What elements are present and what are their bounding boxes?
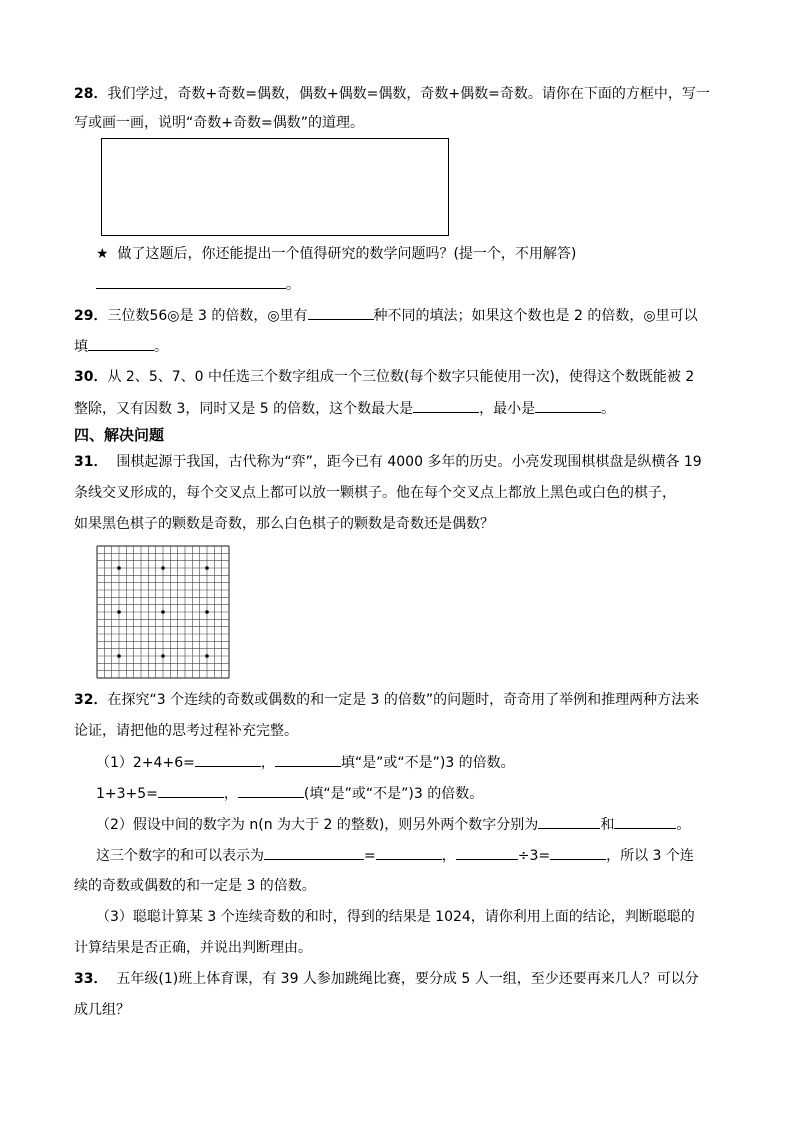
star-point <box>205 654 209 658</box>
q30-blank-min[interactable] <box>535 398 601 413</box>
q28-line1: 28．我们学过，奇数+奇数=偶数，偶数+偶数=偶数，奇数+偶数=奇数。请你在下面的方框中，写一 <box>74 86 710 102</box>
q32-number: 32． <box>74 692 108 708</box>
q32-part3: （3）聪聪计算某 3 个连续奇数的和时，得到的结果是 1024，请你利用上面的结论，判断聪聪的 <box>96 909 695 925</box>
q28-followup: ★ 做了这题后，你还能提出一个值得研究的数学问题吗？(提一个，不用解答) <box>96 246 577 262</box>
star-point <box>205 566 209 570</box>
q33-line2: 成几组？ <box>74 1002 130 1018</box>
q33-line1: 33． 五年级(1)班上体育课，有 39 人参加跳绳比赛，要分成 5 人一组，至少还要再来几人？可以分 <box>74 971 699 987</box>
q28-blank[interactable] <box>96 274 286 289</box>
q30-line1: 30．从 2、5、7、0 中任选三个数字组成一个三位数(每个数字只能使用一次)，使得这个数既能被 2 <box>74 369 695 385</box>
q32-blank-judge2[interactable] <box>238 783 304 798</box>
q31-line3: 如果黑色棋子的颗数是奇数，那么白色棋子的颗数是奇数还是偶数？ <box>74 516 494 532</box>
q32-part1: （1）2+4+6= ， 填“是”或“不是”)3 的倍数。 <box>96 752 515 773</box>
q30-blank-max[interactable] <box>413 398 479 413</box>
q32-blank-quotient[interactable] <box>550 845 606 860</box>
q29-number: 29． <box>74 308 108 324</box>
star-point <box>161 566 165 570</box>
q32-blank-judge1[interactable] <box>275 752 341 767</box>
q31-number: 31． <box>74 454 108 470</box>
q32-part2c: 续的奇数或偶数的和一定是 3 的倍数。 <box>74 878 316 894</box>
section-heading: 四、解决问题 <box>74 426 165 444</box>
q32-line1: 32．在探究“3 个连续的奇数或偶数的和一定是 3 的倍数”的问题时，奇奇用了举例和推理两种方法来 <box>74 692 700 708</box>
q32-part3b: 计算结果是否正确，并说出判断理由。 <box>74 940 312 956</box>
q32-blank-expr[interactable] <box>264 845 364 860</box>
q30-line2: 整除，又有因数 3，同时又是 5 的倍数，这个数最大是 ，最小是 。 <box>74 398 615 419</box>
star-icon: ★ <box>96 246 109 262</box>
q28-line2: 写或画一画，说明“奇数+奇数=偶数”的道理。 <box>74 115 364 131</box>
q32-blank-sum2[interactable] <box>158 783 224 798</box>
star-point <box>117 566 121 570</box>
star-point <box>117 654 121 658</box>
q28-answer-box[interactable] <box>101 138 449 236</box>
star-point <box>161 654 165 658</box>
q29-line1: 29．三位数56◎是 3 的倍数，◎里有 种不同的填法；如果这个数也是 2 的倍数，◎里可以 <box>74 305 698 326</box>
q32-blank-dividend[interactable] <box>456 845 518 860</box>
q29-blank-1[interactable] <box>308 305 374 320</box>
star-point <box>117 610 121 614</box>
q32-part1b: 1+3+5= ， (填“是”或“不是”)3 的倍数。 <box>96 783 483 804</box>
q32-blank-sum1[interactable] <box>195 752 261 767</box>
q32-part2b: 这三个数字的和可以表示为 = ， ÷3= ，所以 3 个连 <box>96 845 694 866</box>
q28-answer-line: 。 <box>96 274 300 295</box>
q32-blank-simplified[interactable] <box>376 845 442 860</box>
q30-number: 30． <box>74 369 108 385</box>
q31-line2: 条线交叉形成的，每个交叉点上都可以放一颗棋子。他在每个交叉点上都放上黑色或白色的棋子， <box>74 485 676 501</box>
star-point <box>161 610 165 614</box>
star-point <box>205 610 209 614</box>
q33-number: 33． <box>74 971 108 987</box>
q29-line2: 填 。 <box>74 336 168 357</box>
q32-line2: 论证，请把他的思考过程补充完整。 <box>74 723 298 739</box>
q29-blank-2[interactable] <box>88 336 154 351</box>
q32-blank-n1[interactable] <box>538 814 600 829</box>
q32-blank-n2[interactable] <box>614 814 676 829</box>
q32-part2: （2）假设中间的数字为 n(n 为大于 2 的整数)，则另外两个数字分别为 和 。 <box>96 814 690 835</box>
go-board-image <box>96 545 230 679</box>
q28-number: 28． <box>74 86 108 102</box>
q31-line1: 31． 围棋起源于我国，古代称为“弈”，距今已有 4000 多年的历史。小亮发现围棋棋盘是纵横各 19 <box>74 454 702 470</box>
